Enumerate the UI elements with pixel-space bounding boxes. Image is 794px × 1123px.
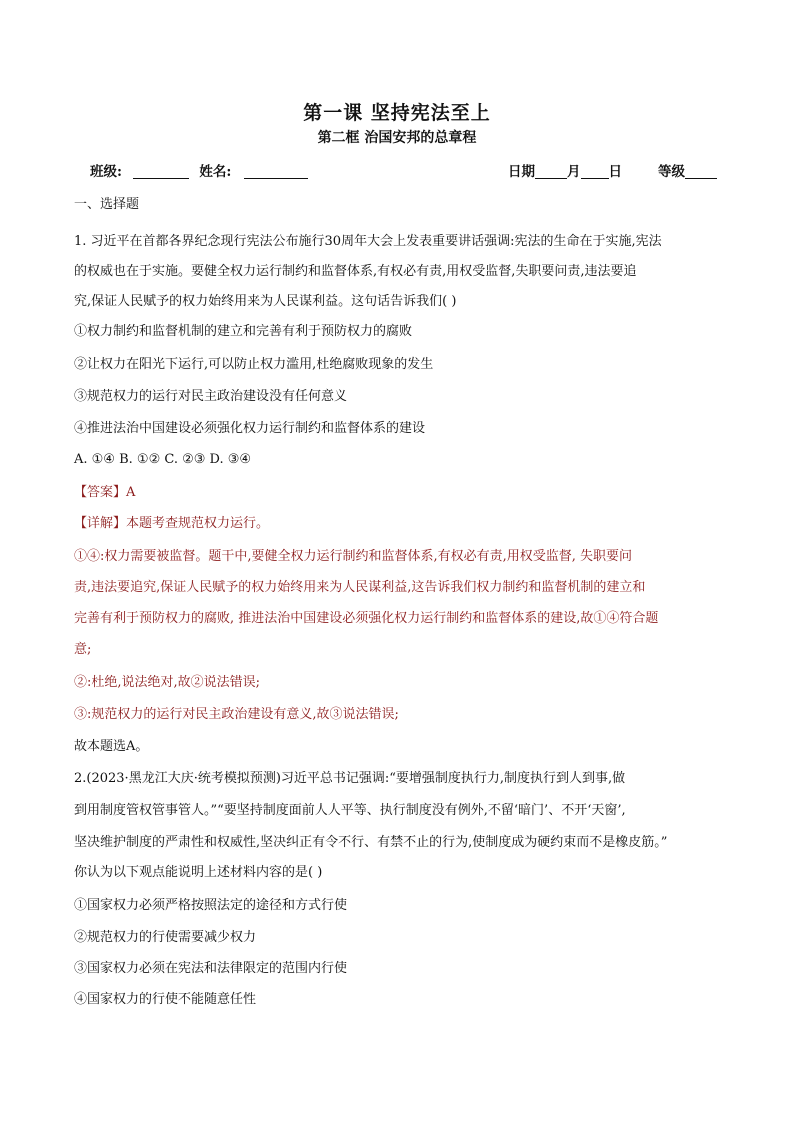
q1-explanation-line: ②:杜绝,说法绝对,故②说法错误; xyxy=(74,675,261,690)
q1-explanation-line: 意; xyxy=(74,642,92,657)
q2-option: ①国家权力必须严格按照法定的途径和方式行使 xyxy=(74,898,348,913)
q1-option: ④推进法治中国建设必须强化权力运行制约和监督体系的建设 xyxy=(74,421,426,436)
name-label: 姓名: xyxy=(199,164,232,180)
q1-explanation-line: ①④:权力需要被监督。题干中,要健全权力运行制约和监督体系,有权必有责,用权受监督, 失职要问 xyxy=(74,549,633,564)
detail-label: 【详解】 xyxy=(74,516,127,531)
q1-detail xyxy=(74,515,269,533)
grade-field xyxy=(658,160,717,180)
class-blank xyxy=(133,164,189,179)
q2-stem-line: 2.(2023·黑龙江大庆·统考模拟预测)习近平总书记强调:“要增强制度执行力,制度执行到人到事,做 xyxy=(74,771,626,786)
q1-answer: 【答案】A xyxy=(74,485,136,500)
date-label: 日期 xyxy=(508,164,535,180)
q1-stem-line: 的权威也在于实施。要健全权力运行制约和监督体系,有权必有责,用权受监督,失职要问责,违法要追 xyxy=(74,264,637,279)
q1-explanation-line: ③:规范权力的运行对民主政治建设有意义,故③说法错误; xyxy=(74,707,399,722)
day-blank xyxy=(581,164,609,179)
page-title: 第一课 坚持宪法至上 xyxy=(303,102,491,124)
q2-option: ②规范权力的行使需要减少权力 xyxy=(74,930,257,945)
q2-stem-line: 到用制度管权管事管人。”“要坚持制度面前人人平等、执行制度没有例外,不留‘暗门’、不开‘天窗’, xyxy=(74,803,626,818)
class-field xyxy=(90,160,308,180)
grade-blank xyxy=(685,164,717,179)
q1-option: ①权力制约和监督机制的建立和完善有利于预防权力的腐败 xyxy=(74,324,413,339)
q1-conclusion: 故本题选A。 xyxy=(74,739,149,754)
month-blank xyxy=(535,164,567,179)
q1-choices: A. ①④ B. ①② C. ②③ D. ③④ xyxy=(74,452,252,467)
q2-option: ④国家权力的行使不能随意任性 xyxy=(74,992,257,1007)
q1-stem-line: 1. 习近平在首都各界纪念现行宪法公布施行30周年大会上发表重要讲话强调:宪法的生命在于实施,宪法 xyxy=(74,234,662,249)
detail-text: 本题考查规范权力运行。 xyxy=(126,516,270,531)
month-label: 月 xyxy=(567,164,581,180)
q1-option: ③规范权力的运行对民主政治建设没有任何意义 xyxy=(74,389,348,404)
day-label: 日 xyxy=(608,164,622,180)
class-label: 班级: xyxy=(90,164,122,180)
q1-explanation-line: 责,违法要追究,保证人民赋予的权力始终用来为人民谋利益,这告诉我们权力制约和监督机制的建立和 xyxy=(74,580,646,595)
q2-stem-line: 坚决维护制度的严肃性和权威性,坚决纠正有令不行、有禁不止的行为,使制度成为硬约束而不是橡皮筋。” xyxy=(74,835,668,850)
name-blank xyxy=(244,164,308,179)
q2-option: ③国家权力必须在宪法和法律限定的范围内行使 xyxy=(74,961,348,976)
q1-stem-line: 究,保证人民赋予的权力始终用来为人民谋利益。这句话告诉我们( ) xyxy=(74,294,457,309)
section-heading: 一、选择题 xyxy=(74,197,140,212)
q2-stem-line: 你认为以下观点能说明上述材料内容的是( ) xyxy=(74,865,323,880)
grade-label: 等级 xyxy=(658,164,685,180)
date-field xyxy=(508,160,622,180)
page-subtitle: 第二框 治国安邦的总章程 xyxy=(317,130,477,146)
q1-option: ②让权力在阳光下运行,可以防止权力滥用,杜绝腐败现象的发生 xyxy=(74,357,434,372)
q1-explanation-line: 完善有利于预防权力的腐败, 推进法治中国建设必须强化权力运行制约和监督体系的建设,故①④符合题 xyxy=(74,611,659,626)
